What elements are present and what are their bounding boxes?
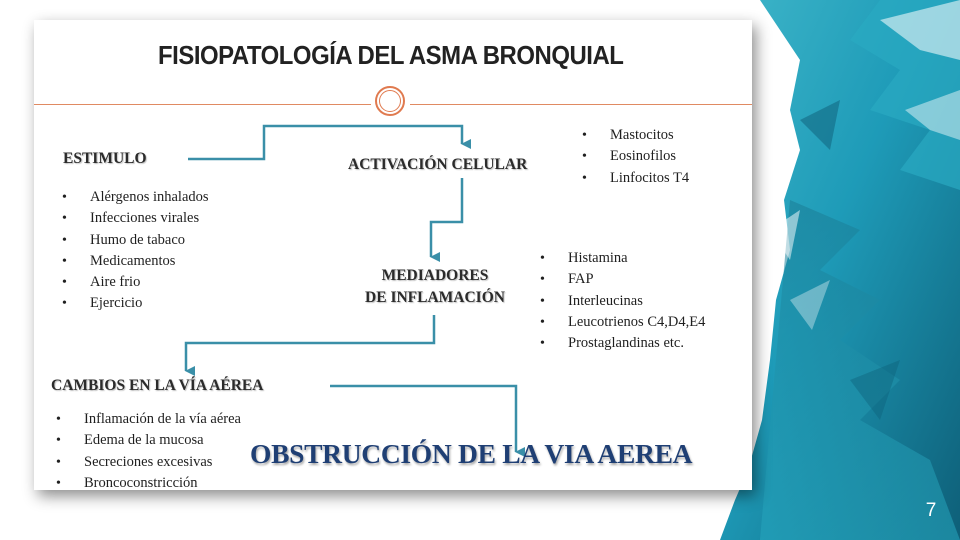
mediadores-heading-line1: MEDIADORES [381,267,489,284]
list-item: • Interleucinas [540,291,705,312]
mediadores-heading [340,265,530,309]
list-item: • FAP [540,269,705,290]
activacion-list [582,125,689,189]
estimulo-list [62,187,209,315]
list-item: • Leucotrienos C4,D4,E4 [540,312,705,333]
cambios-heading: CAMBIOS EN LA VÍA AÉREA [51,377,264,394]
list-item: • Aire frio [62,272,209,293]
mediadores-heading-line2: DE INFLAMACIÓN [365,289,505,306]
list-item: • Ejercicio [62,293,209,314]
list-item: • Alérgenos inhalados [62,187,209,208]
obstruccion-heading: OBSTRUCCIÓN DE LA VIA AEREA [250,438,693,469]
list-item: • Histamina [540,248,705,269]
arrow-activacion-to-mediadores [431,178,462,257]
list-item: • Mastocitos [582,125,689,146]
arrow-estimulo-to-activacion [188,126,462,159]
list-item: • Humo de tabaco [62,230,209,251]
list-item: • Edema de la mucosa [56,430,241,451]
list-item: • Infecciones virales [62,208,209,229]
list-item: • Secreciones excesivas [56,452,241,473]
list-item: • Inflamación de la vía aérea [56,409,241,430]
estimulo-heading: ESTIMULO [63,150,147,167]
arrow-mediadores-to-cambios [186,315,434,371]
activacion-heading: ACTIVACIÓN CELULAR [348,156,528,173]
mediadores-list [540,248,705,354]
list-item: • Medicamentos [62,251,209,272]
list-item: • Prostaglandinas etc. [540,333,705,354]
slide-title: FISIOPATOLOGÍA DEL ASMA BRONQUIAL [158,40,624,70]
cambios-list [56,409,241,494]
list-item: • Eosinofilos [582,146,689,167]
page-number: 7 [925,500,937,521]
list-item: • Linfocitos T4 [582,168,689,189]
list-item: • Broncoconstricción [56,473,241,494]
